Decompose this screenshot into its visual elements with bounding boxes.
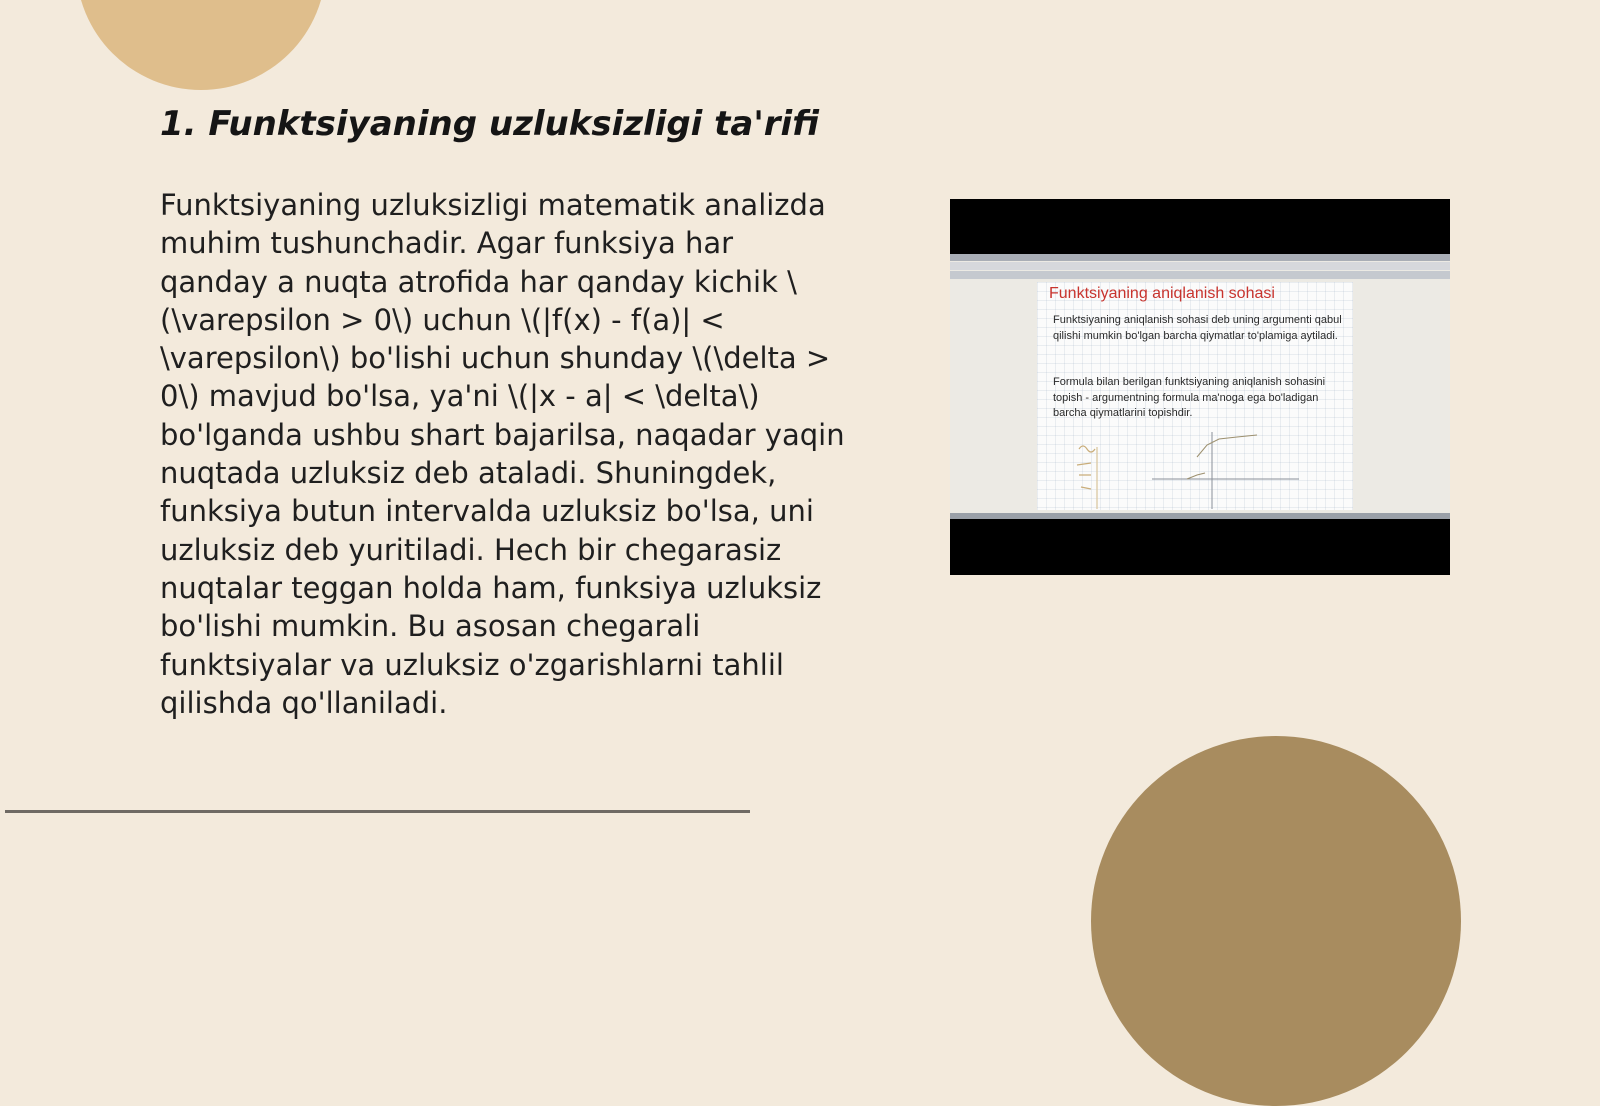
embedded-video[interactable]	[950, 199, 1450, 575]
handwritten-curve	[1197, 435, 1257, 457]
decorative-circle-top	[76, 0, 326, 90]
handwritten-graph-sketch	[1037, 427, 1353, 510]
handwritten-stroke	[1187, 473, 1205, 479]
app-title-bar	[950, 254, 1450, 261]
handwritten-scribble-1	[1079, 446, 1095, 452]
video-slide-paragraph-1: Funktsiyaning aniqlanish sohasi deb uning argumenti qabul qilishi mumkin bo'lgan barcha qiymatlar to'plamiga aytiladi.	[1053, 314, 1342, 342]
video-frame-screenshot	[950, 254, 1450, 519]
handwritten-scribble-2	[1077, 463, 1091, 489]
app-status-bar	[950, 513, 1450, 519]
decorative-divider-line	[5, 810, 750, 813]
app-toolbar	[950, 271, 1450, 279]
slide-title: 1. Funktsiyaning uzluksizligi ta'rifi	[160, 104, 819, 144]
video-slide-paragraph-2: Formula bilan berilgan funktsiyaning aniqlanish sohasini topish - argumentning formula ma'noga ega bo'ladigan barcha qiymatlarini topishdir.	[1053, 376, 1326, 419]
video-slide-page	[1037, 282, 1353, 510]
video-slide-title: Funktsiyaning aniqlanish sohasi	[1049, 285, 1275, 302]
decorative-circle-bottom	[1091, 736, 1461, 1106]
slide-body-text: Funktsiyaning uzluksizligi matematik analizda muhim tushunchadir. Agar funksiya har qanday a nuqta atrofida har qanday kichik \(\varepsilon > 0\) uchun \(|f(x) - f(a)| < \varepsilon\) bo'lishi uchun shunday \(\delta > 0\) mavjud bo'lsa, ya'ni \(|x - a| < \delta\) bo'lganda ushbu shart bajarilsa, naqadar yaqin nuqtada uzluksiz deb ataladi. Shuningdek, funksiya butun intervalda uzluksiz bo'lsa, uni uzluksiz deb yuritiladi. Hech bir chegarasiz nuqtalar teggan holda ham, funksiya uzluksiz bo'lishi mumkin. Bu asosan chegarali funktsiyalar va uzluksiz o'zgarishlarni tahlil qilishda qo'llaniladi.	[160, 188, 845, 720]
app-menu-bar	[950, 262, 1450, 270]
